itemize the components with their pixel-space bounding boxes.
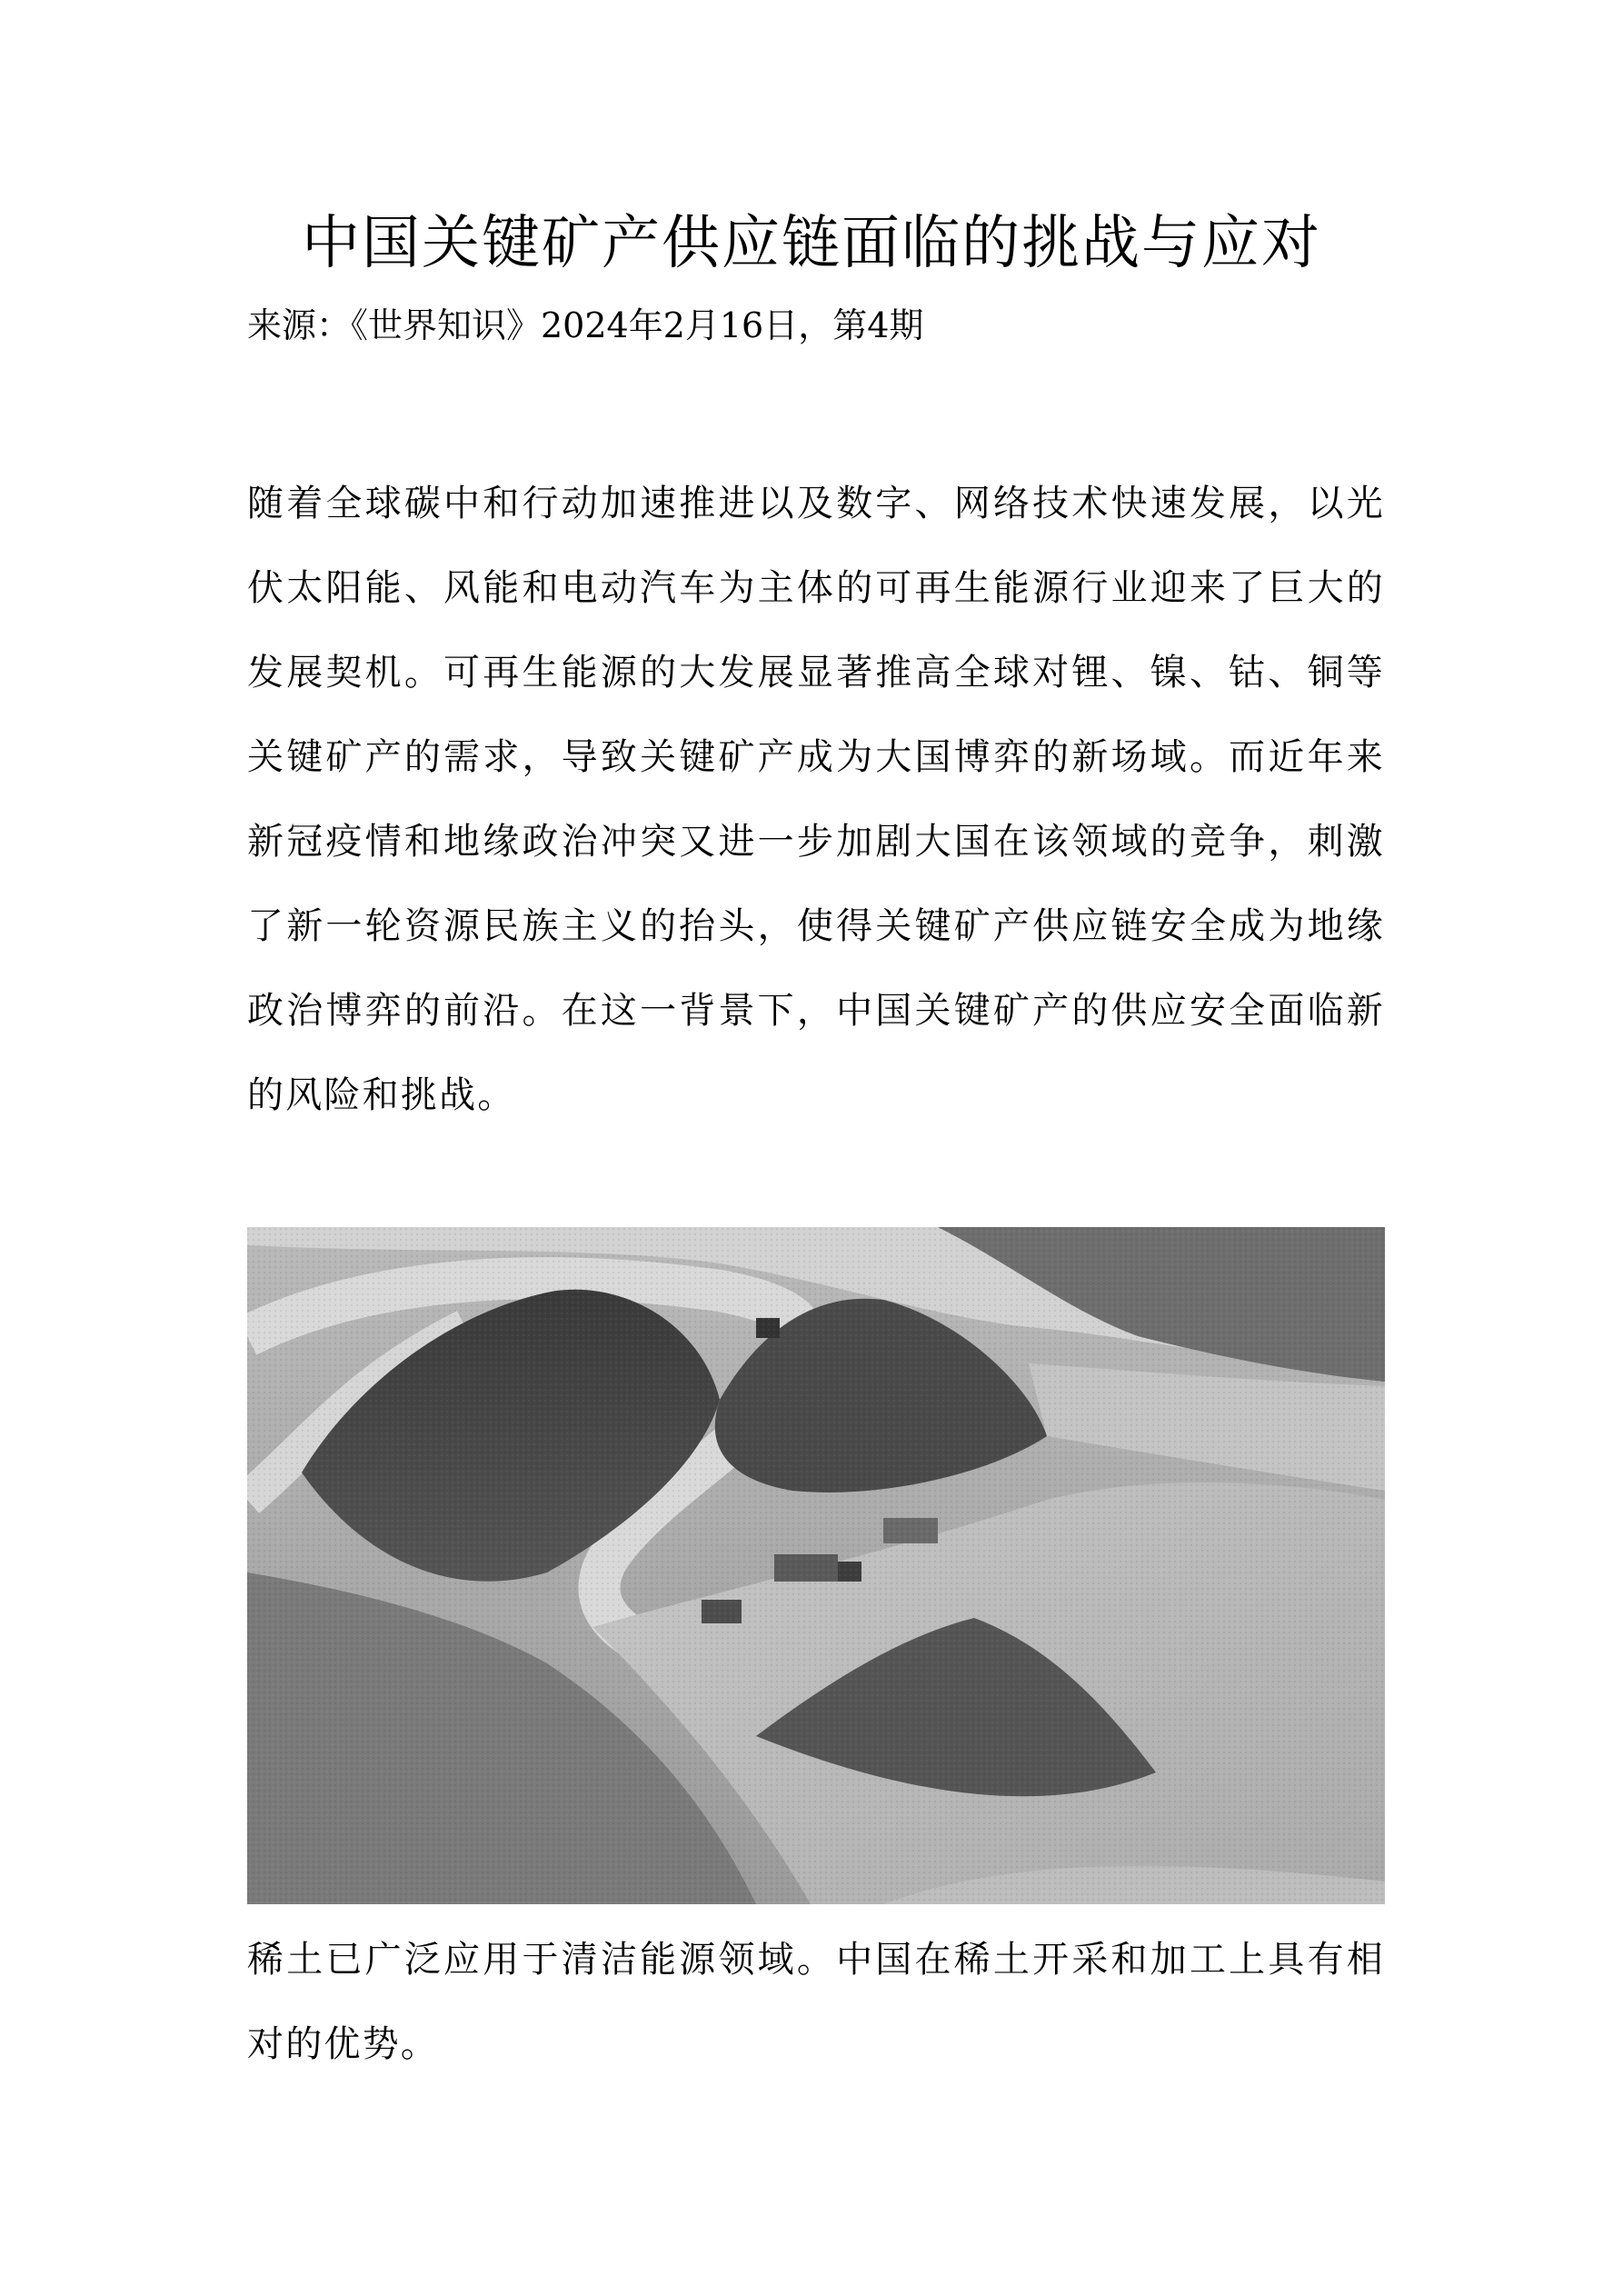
page-title: 中国关键矿产供应链面临的挑战与应对 — [302, 210, 1321, 277]
source-line: 来源：《世界知识》2024年2月16日，第4期 — [247, 305, 924, 345]
figure-caption: 稀土已广泛应用于清洁能源领域。中国在稀土开采和加工上具有相对的优势。 — [247, 1939, 1385, 2065]
mine-photo — [247, 1227, 1385, 1904]
body-paragraph: 随着全球碳中和行动加速推进以及数字、网络技术快速发展，以光伏太阳能、风能和电动汽车为主体的可再生能源行业迎来了巨大的发展契机。可再生能源的大发展显著推高全球对锂、镍、钴、铜等关键矿产的需求，导致关键矿产成为大国博弈的新场域。而近年来新冠疫情和地缘政治冲突又进一步加剧大国在该领域的竞争，刺激了新一轮资源民族主义的抬头，使得关键矿产供应链安全成为地缘政治博弈的前沿。在这一背景下，中国关键矿产的供应安全面临新的风险和挑战。 — [247, 483, 1385, 1116]
